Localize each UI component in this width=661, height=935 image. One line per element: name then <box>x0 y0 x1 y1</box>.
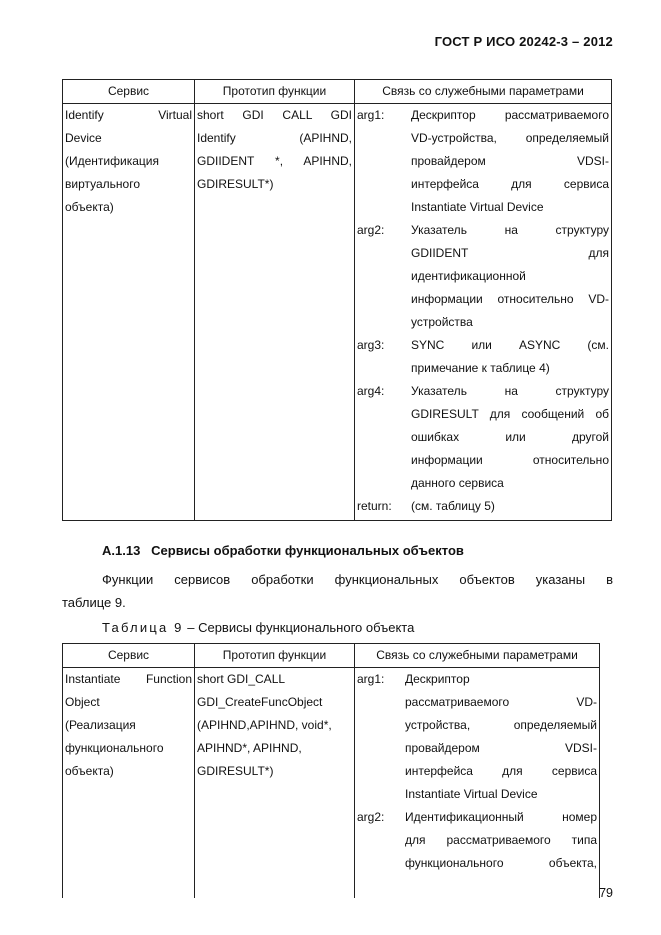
param-desc-line: для рассматриваемого типа <box>405 833 597 847</box>
prototype-line: short GDI_CALL <box>197 672 286 686</box>
service-line: виртуального <box>65 177 140 191</box>
prototype-line: GDI_CreateFuncObject <box>197 695 323 709</box>
param-desc-line: идентификационной <box>411 269 526 283</box>
prototype-cell <box>195 104 355 521</box>
prototype-line: Identify (APIHND, <box>197 131 352 145</box>
param-row <box>355 104 611 219</box>
param-row <box>355 668 599 806</box>
col-header-service: Сервис <box>63 80 195 104</box>
param-desc-line: (см. таблицу 5) <box>411 499 495 513</box>
service-line: (Идентификация <box>65 154 159 168</box>
param-row <box>355 219 611 334</box>
service-line: Identify Virtual <box>65 108 192 122</box>
param-desc-line: устройства, определяемый <box>405 718 597 732</box>
param-desc-line: провайдером VDSI- <box>405 741 597 755</box>
param-desc-line: информации относительно <box>411 453 609 467</box>
prototype-line: short GDI CALL GDI <box>197 108 352 122</box>
function-object-services-table <box>62 643 600 898</box>
params-list <box>355 104 611 518</box>
section-title: А.1.13 Сервисы обработки функциональных объектов <box>102 543 464 558</box>
param-desc-line: устройства <box>411 315 473 329</box>
service-line: (Реализация <box>65 718 136 732</box>
service-line: Instantiate Function <box>65 672 192 686</box>
param-desc-line: VD-устройства, определяемый <box>411 131 609 145</box>
param-desc-line: Дескриптор <box>405 672 470 686</box>
param-desc-line: Instantiate Virtual Device <box>405 787 538 801</box>
param-desc-line: Идентификационный номер <box>405 810 597 824</box>
param-row <box>355 380 611 495</box>
service-cell <box>63 104 195 521</box>
param-row <box>355 806 599 875</box>
param-name: arg3: <box>357 338 385 352</box>
table-row <box>63 668 600 898</box>
param-desc-line: GDIRESULT для сообщений об <box>411 407 609 421</box>
paragraph-line: таблице 9. <box>62 595 126 610</box>
param-desc-line: GDIIDENT для <box>411 246 609 260</box>
param-name: arg1: <box>357 108 385 122</box>
prototype-line: (APIHND,APIHND, void*, <box>197 718 332 732</box>
param-desc-line: Instantiate Virtual Device <box>411 200 544 214</box>
param-name: return: <box>357 499 392 513</box>
param-desc-line: функционального объекта, <box>405 856 597 870</box>
service-line: объекта) <box>65 200 114 214</box>
paragraph-line: Функции сервисов обработки функциональных объектов указаны в <box>102 572 613 587</box>
param-name: arg1: <box>357 672 385 686</box>
caption-prefix: Таблица 9 <box>102 620 184 635</box>
service-line: объекта) <box>65 764 114 778</box>
col-header-params: Связь со служебными параметрами <box>355 644 600 668</box>
params-cell <box>355 668 600 898</box>
prototype-cell <box>195 668 355 898</box>
param-desc-line: Указатель на структуру <box>411 223 609 237</box>
param-desc-line: рассматриваемого VD- <box>405 695 597 709</box>
col-header-prototype: Прототип функции <box>195 80 355 104</box>
param-desc-line: Дескриптор рассматриваемого <box>411 108 609 122</box>
param-desc-line: Указатель на структуру <box>411 384 609 398</box>
param-desc-line: SYNC или ASYNC (см. <box>411 338 609 352</box>
param-name: arg2: <box>357 810 385 824</box>
param-name: arg4: <box>357 384 385 398</box>
page-number: 79 <box>599 886 613 900</box>
param-desc-line: интерфейса для сервиса <box>405 764 597 778</box>
standard-header: ГОСТ Р ИСО 20242-3 – 2012 <box>434 34 613 49</box>
service-line: Object <box>65 695 100 709</box>
params-list <box>355 668 599 875</box>
col-header-service: Сервис <box>63 644 195 668</box>
param-name: arg2: <box>357 223 385 237</box>
param-desc-line: примечание к таблице 4) <box>411 361 550 375</box>
param-desc-line: провайдером VDSI- <box>411 154 609 168</box>
col-header-params: Связь со служебными параметрами <box>355 80 612 104</box>
service-cell <box>63 668 195 898</box>
params-cell <box>355 104 612 521</box>
table-caption <box>102 618 414 638</box>
param-desc-line: ошибках или другой <box>411 430 609 444</box>
prototype-line: GDIIDENT *, APIHND, <box>197 154 352 168</box>
param-desc-line: интерфейса для сервиса <box>411 177 609 191</box>
prototype-line: GDIRESULT*) <box>197 177 274 191</box>
param-row <box>355 334 611 380</box>
table-row <box>63 104 612 521</box>
identify-virtual-device-table <box>62 79 612 521</box>
prototype-line: GDIRESULT*) <box>197 764 274 778</box>
param-desc-line: данного сервиса <box>411 476 504 490</box>
param-row <box>355 495 611 518</box>
service-line: функционального <box>65 741 164 755</box>
prototype-line: APIHND*, APIHND, <box>197 741 302 755</box>
table-header-row <box>63 644 600 668</box>
table-header-row <box>63 80 612 104</box>
caption-text: – Сервисы функционального объекта <box>183 620 415 635</box>
param-desc-line: информации относительно VD- <box>411 292 609 306</box>
service-line: Device <box>65 131 102 145</box>
col-header-prototype: Прототип функции <box>195 644 355 668</box>
